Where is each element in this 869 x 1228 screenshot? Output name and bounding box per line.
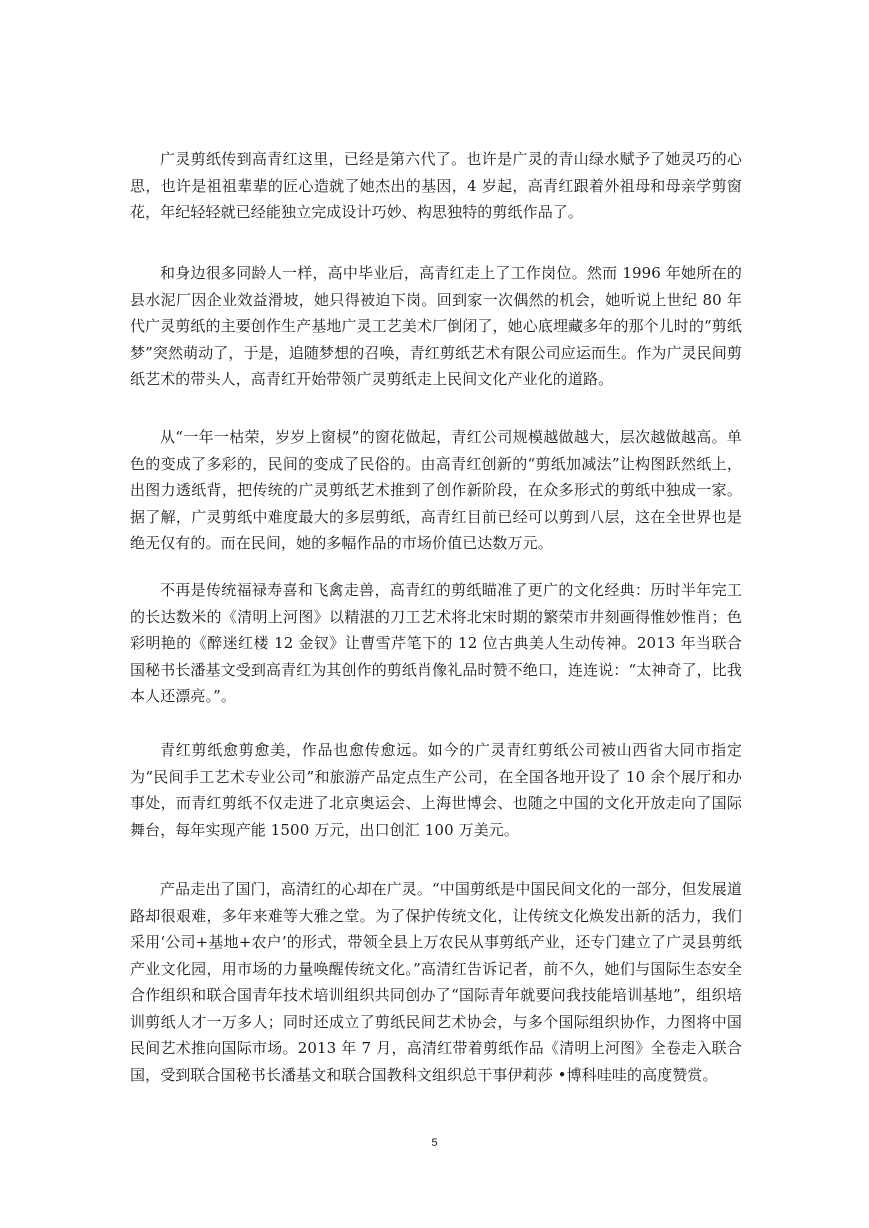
- body-paragraph: 和身边很多同龄人一样，高中毕业后，高青红走上了工作岗位。然而 1996 年她所在的县水泥厂因企业效益滑坡，她只得被迫下岗。回到家一次偶然的机会，她听说上世纪 80 年代广灵剪纸的主要创作生产基地广灵工艺美术厂倒闭了，她心底埋藏多年的那个儿时的“剪纸梦”突然萌动了，于是，追随梦想的召唤，青红剪纸艺术有限公司应运而生。作为广灵民间剪纸艺术的带头人，高青红开始带领广灵剪纸走上民间文化产业化的道路。: [130, 264, 742, 388]
- body-paragraph: 不再是传统福禄寿喜和飞禽走兽，高青红的剪纸瞄准了更广的文化经典：历时半年完工的长达数米的《清明上河图》以精湛的刀工艺术将北宋时期的繁荣市井刻画得惟妙惟肖；色彩明艳的《醉迷红楼 12 金钗》让曹雪芹笔下的 12 位古典美人生动传神。2013 年当联合国秘书长潘基文受到高青红为其创作的剪纸肖像礼品时赞不绝口，连连说：“太神奇了，比我本人还漂亮。”。: [130, 581, 742, 705]
- body-paragraph: 产品走出了国门，高清红的心却在广灵。“中国剪纸是中国民间文化的一部分，但发展道路却很艰难，多年来难等大雅之堂。为了保护传统文化，让传统文化焕发出新的活力，我们采用‘公司+基地+农户’的形式，带领全县上万农民从事剪纸产业，还专门建立了广灵县剪纸产业文化园，用市场的力量唤醒传统文化。”高清红告诉记者，前不久，她们与国际生态安全合作组织和联合国青年技术培训组织共同创办了“国际青年就要问我技能培训基地”，组织培训剪纸人才一万多人；同时还成立了剪纸民间艺术协会，与多个国际组织协作，力图将中国民间艺术推向国际市场。2013 年 7 月，高清红带着剪纸作品《清明上河图》全卷走入联合国，受到联合国秘书长潘基文和联合国教科文组织总干事伊莉莎 •博科哇哇的高度赞赏。: [130, 880, 742, 1084]
- body-paragraph: 从“一年一枯荣，岁岁上窗棂”的窗花做起，青红公司规模越做越大，层次越做越高。单色的变成了多彩的，民间的变成了民俗的。由高青红创新的“剪纸加减法”让构图跃然纸上，出图力透纸背，把传统的广灵剪纸艺术推到了创作新阶段，在众多形式的剪纸中独成一家。据了解，广灵剪纸中难度最大的多层剪纸，高青红目前已经可以剪到八层，这在全世界也是绝无仅有的。而在民间，她的多幅作品的市场价值已达数万元。: [130, 428, 742, 552]
- body-paragraph: 青红剪纸愈剪愈美，作品也愈传愈远。如今的广灵青红剪纸公司被山西省大同市指定为“民间手工艺术专业公司”和旅游产品定点生产公司，在全国各地开设了 10 余个展厅和办事处，而青红剪纸不仅走进了北京奥运会、上海世博会、也随之中国的文化开放走向了国际舞台，每年实现产能 1500 万元，出口创汇 100 万美元。: [130, 741, 742, 839]
- body-paragraph: 广灵剪纸传到高青红这里，已经是第六代了。也许是广灵的青山绿水赋予了她灵巧的心思，也许是祖祖辈辈的匠心造就了她杰出的基因，4 岁起，高青红跟着外祖母和母亲学剪窗花，年纪轻轻就已经能独立完成设计巧妙、构思独特的剪纸作品了。: [130, 150, 742, 221]
- page-number: 5: [431, 1137, 438, 1149]
